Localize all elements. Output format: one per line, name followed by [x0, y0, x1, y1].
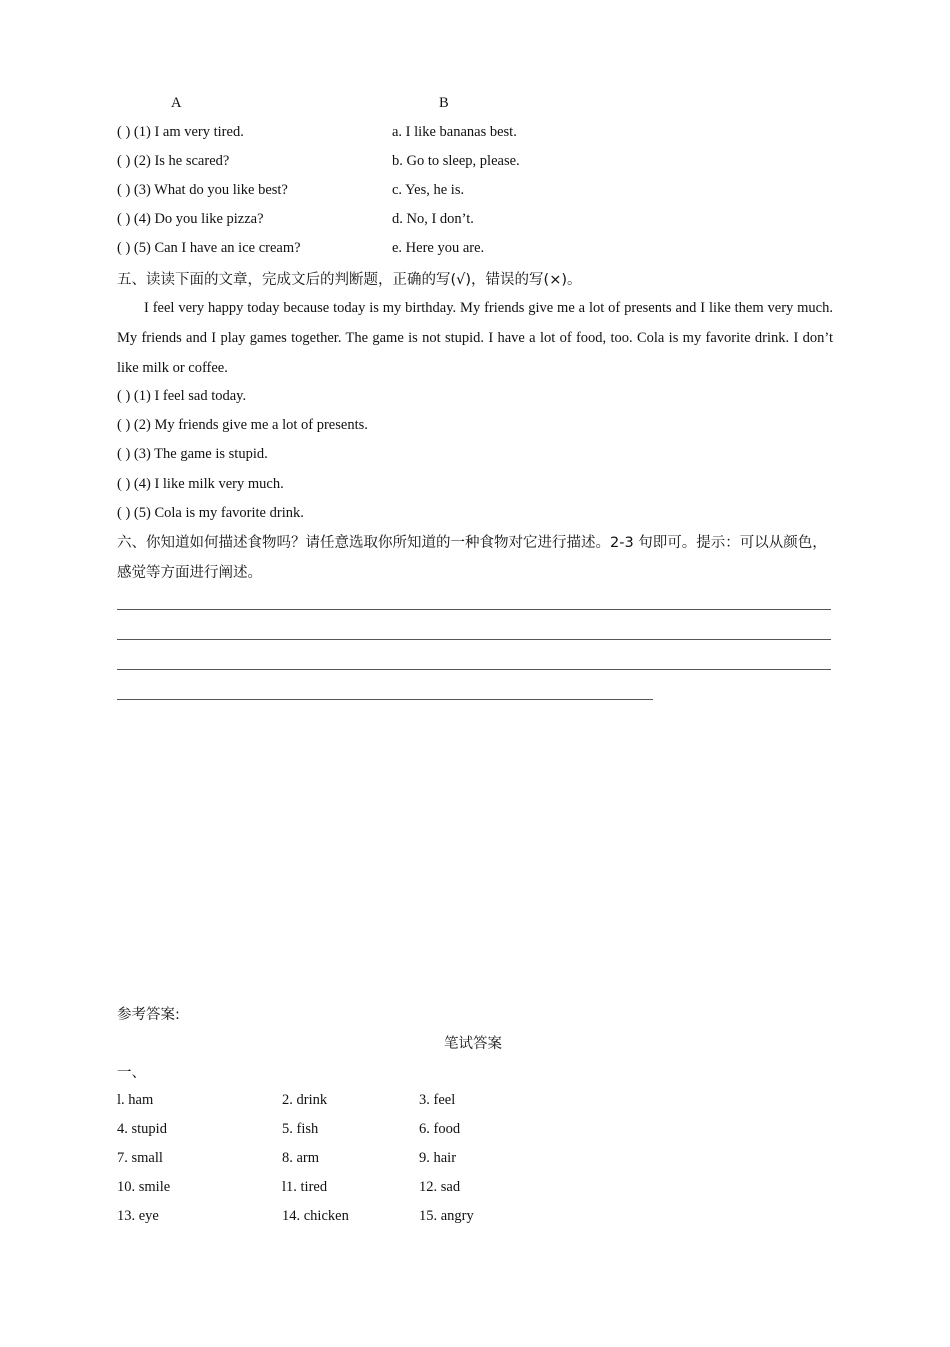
answers-part-label: 一、: [117, 1065, 146, 1081]
matching-answer: e. Here you are.: [392, 240, 485, 256]
answer-cell: l1. tired: [282, 1179, 328, 1195]
matching-question: ( ) (2) Is he scared?: [117, 153, 230, 169]
answer-cell: 7. small: [117, 1150, 163, 1166]
judgment-item: ( ) (1) I feel sad today.: [117, 388, 247, 404]
writing-line[interactable]: [117, 609, 831, 610]
answer-cell: l. ham: [117, 1092, 154, 1108]
answers-title: 笔试答案: [444, 1036, 502, 1052]
answer-cell: 15. angry: [419, 1208, 474, 1224]
answer-cell: 6. food: [419, 1121, 461, 1137]
column-a-header: A: [171, 95, 182, 111]
matching-question: ( ) (3) What do you like best?: [117, 182, 288, 198]
answer-cell: 10. smile: [117, 1179, 171, 1195]
matching-question: ( ) (4) Do you like pizza?: [117, 211, 264, 227]
answer-cell: 4. stupid: [117, 1121, 167, 1137]
writing-line[interactable]: [117, 699, 653, 700]
matching-answer: b. Go to sleep, please.: [392, 153, 520, 169]
answer-cell: 2. drink: [282, 1092, 328, 1108]
judgment-item: ( ) (3) The game is stupid.: [117, 446, 268, 462]
answer-cell: 13. eye: [117, 1208, 159, 1224]
matching-question: ( ) (5) Can I have an ice cream?: [117, 240, 301, 256]
answer-cell: 5. fish: [282, 1121, 319, 1137]
writing-line[interactable]: [117, 669, 831, 670]
answer-cell: 3. feel: [419, 1092, 456, 1108]
judgment-item: ( ) (4) I like milk very much.: [117, 476, 284, 492]
matching-question: ( ) (1) I am very tired.: [117, 124, 244, 140]
answer-cell: 8. arm: [282, 1150, 320, 1166]
reading-passage: I feel very happy today because today is my birthday. My friends give me a lot of presents and I like them very much. My friends and I play games together. The game is not stupid. I have a lot of food, too. Cola is my favorite drink. I don’t like milk or coffee.: [117, 300, 833, 376]
matching-answer: d. No, I don’t.: [392, 211, 474, 227]
section-six-heading: 六、你知道如何描述食物吗？请任意选取你所知道的一种食物对它进行描述。2-3 句即可。提示：可以从颜色，感觉等方面进行阐述。: [117, 535, 827, 581]
judgment-item: ( ) (5) Cola is my favorite drink.: [117, 505, 304, 521]
column-b-header: B: [439, 95, 449, 111]
section-five-heading: 五、读读下面的文章，完成文后的判断题，正确的写(√)，错误的写(×)。: [117, 272, 582, 288]
answer-cell: 9. hair: [419, 1150, 457, 1166]
judgment-item: ( ) (2) My friends give me a lot of presents.: [117, 417, 368, 433]
matching-answer: c. Yes, he is.: [392, 182, 465, 198]
reference-answers-label: 参考答案:: [117, 1007, 180, 1023]
writing-line[interactable]: [117, 639, 831, 640]
answer-cell: 12. sad: [419, 1179, 461, 1195]
answer-cell: 14. chicken: [282, 1208, 349, 1224]
matching-answer: a. I like bananas best.: [392, 124, 517, 140]
